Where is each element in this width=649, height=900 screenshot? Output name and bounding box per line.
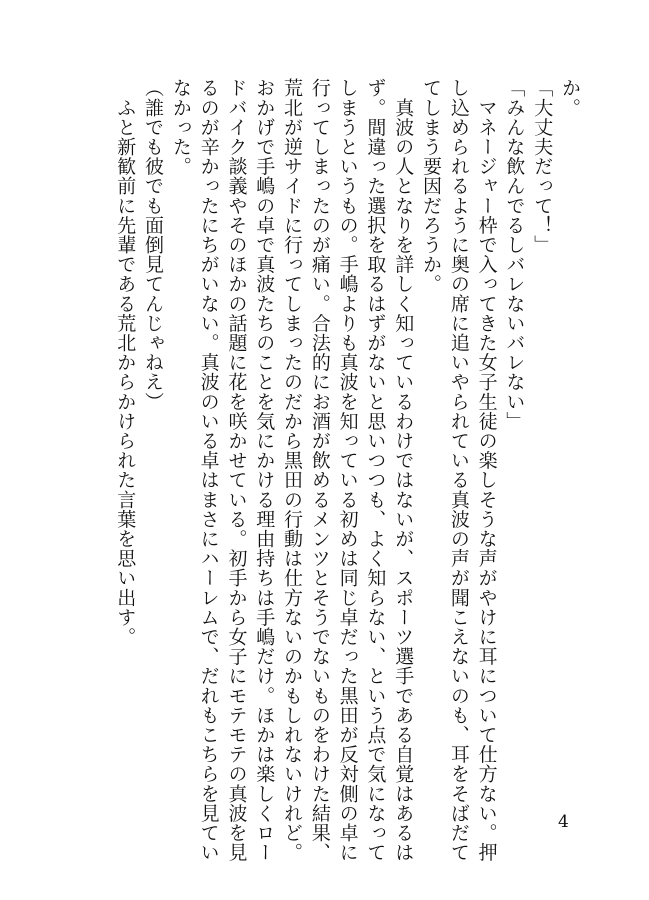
text-line: てしまう要因だろうか。 xyxy=(420,78,443,294)
text-line: 真波の人となりを詳しく知っているわけではないが、スポーツ選手である自覚はあるは xyxy=(392,78,415,862)
text-line: 「みんな飲んでるしバレないバレない」 xyxy=(503,78,526,431)
text-line: 荒北が逆サイドに行ってしまったのだから黒田の行動は仕方ないのかもしれないけれど。 xyxy=(281,78,304,862)
text-line: ドバイク談義やそのほかの話題に花を咲かせている。初手から女子にモテモテの真波を見 xyxy=(225,78,248,862)
text-line: し込められるように奥の席に追いやられている真波の声が聞こえないのも、耳をそばだて xyxy=(447,78,470,862)
text-line: るのが辛かったにちがいない。真波のいる卓はまさにハーレムで、だれもこちらを見てい xyxy=(197,78,220,862)
page-number: 4 xyxy=(558,812,569,832)
text-line: ふと新歓前に先輩である荒北からかけられた言葉を思い出す。 xyxy=(114,78,137,647)
text-line: マネージャー枠で入ってきた女子生徒の楽しそうな声がやけに耳について仕方ない。押 xyxy=(475,78,498,862)
text-line: （誰でも彼でも面倒見てんじゃねえ） xyxy=(142,78,165,412)
text-line: しまうというもの。手嶋よりも真波を知っている初めは同じ卓だった黒田が反対側の卓に xyxy=(336,78,359,862)
text-line: なかった。 xyxy=(169,78,192,176)
text-line: か。 xyxy=(559,78,581,118)
body-text xyxy=(63,78,583,862)
text-line: 行ってしまったのが痛い。合法的にお酒が飲めるメンツとそうでないものをわけた結果、 xyxy=(308,78,331,862)
text-line: ず。間違った選択を取るはずがないと思いつつも、よく知らない、という点で気になって xyxy=(364,78,387,862)
text-line: おかげで手嶋の卓で真波たちのことを気にかける理由持ちは手嶋だけ。ほかは楽しくロー xyxy=(253,78,276,862)
text-line: 「大丈夫だって！」 xyxy=(531,78,554,255)
